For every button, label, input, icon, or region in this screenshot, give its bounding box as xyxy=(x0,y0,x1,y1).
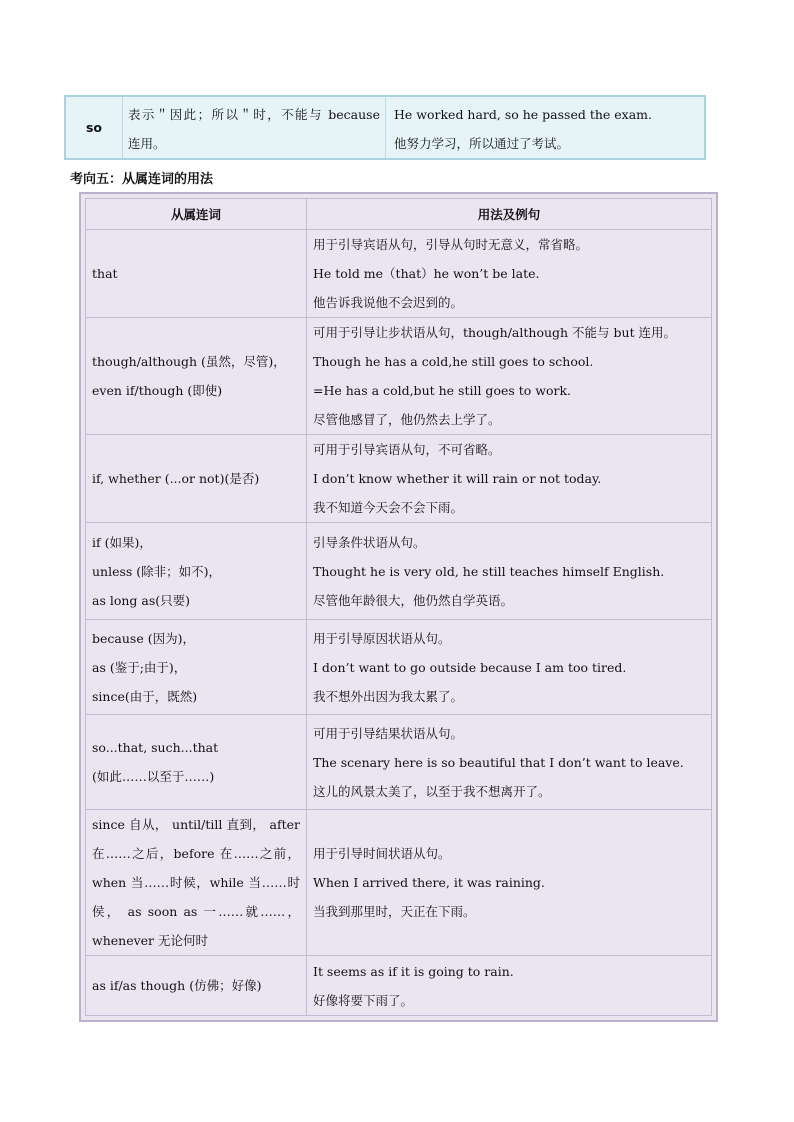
example-line: He worked hard, so he passed the exam. xyxy=(394,107,653,122)
conjunction-line: if, whether (...or not)(是否) xyxy=(92,471,260,486)
usage-line: 可用于引导结果状语从句。 xyxy=(313,725,464,741)
table-row xyxy=(86,810,712,956)
column-header: 从属连词 xyxy=(86,199,307,230)
conjunction-line: because (因为)， xyxy=(92,630,195,646)
usage-line: The scenary here is so beautiful that I don’t want to leave. xyxy=(313,754,684,770)
usage-cell xyxy=(307,435,712,523)
usage-line: 连用。 xyxy=(128,136,166,151)
example-line: 他努力学习，所以通过了考试。 xyxy=(394,136,570,151)
table-row xyxy=(86,435,712,523)
usage-line: 可用于引导让步状语从句，though/although 不能与 but 连用。 xyxy=(313,325,677,340)
table-row xyxy=(86,230,712,318)
usage-line: =He has a cold,but he still goes to work. xyxy=(313,383,572,398)
usage-line: 引导条件状语从句。 xyxy=(313,534,426,550)
conjunction-line: even if/though (即使) xyxy=(92,383,223,398)
conjunction-cell xyxy=(86,523,307,620)
conjunction-line: that xyxy=(92,266,118,281)
conjunction-cell xyxy=(86,715,307,810)
conjunction-line: (如此……以至于……) xyxy=(92,769,215,784)
usage-line: Thought he is very old, he still teaches himself English. xyxy=(313,563,665,579)
usage-line: 我不想外出因为我太累了。 xyxy=(313,688,464,704)
table-row xyxy=(86,715,712,810)
usage-line: 这儿的风景太美了，以至于我不想离开了。 xyxy=(313,783,551,799)
conjunction-line: since 自从， until/till 直到， after xyxy=(92,817,300,832)
table-header-row xyxy=(86,199,712,230)
conjunction-cell xyxy=(86,318,307,435)
top-table-row xyxy=(64,95,706,160)
usage-line: 当我到那里时，天正在下雨。 xyxy=(313,904,476,919)
conjunction-line: as long as(只要) xyxy=(92,592,191,608)
conjunction-cell xyxy=(86,810,307,956)
usage-line: 用于引导宾语从句，引导从句时无意义，常省略。 xyxy=(313,237,589,252)
conjunction-line: if (如果)， xyxy=(92,534,152,550)
table-row xyxy=(86,523,712,620)
usage-line: It seems as if it is going to rain. xyxy=(313,963,514,979)
conjunction-cell xyxy=(86,230,307,318)
conjunction-line: when 当……时候，while 当……时 xyxy=(92,875,300,890)
conjunction-cell: so xyxy=(66,97,123,158)
conjunction-line: unless (除非；如不)， xyxy=(92,563,222,579)
conjunction-line: so...that, such...that xyxy=(92,740,219,755)
conjunction-line: as if/as though (仿佛；好像) xyxy=(92,978,262,993)
conjunction-table xyxy=(79,192,718,1022)
conjunction-line: though/although (虽然，尽管)， xyxy=(92,354,286,369)
usage-cell xyxy=(307,956,712,1016)
usage-cell xyxy=(307,318,712,435)
conjunction-line: 侯， as soon as 一……就……， xyxy=(92,904,300,919)
usage-line: When I arrived there, it was raining. xyxy=(313,875,545,890)
usage-line: 好像将要下雨了。 xyxy=(313,992,414,1008)
column-header: 用法及例句 xyxy=(307,199,712,230)
usage-cell xyxy=(307,810,712,956)
usage-cell xyxy=(307,523,712,620)
usage-line: 用于引导原因状语从句。 xyxy=(313,630,451,646)
usage-line: He told me（that）he won’t be late. xyxy=(313,266,540,281)
table-row xyxy=(86,318,712,435)
conjunction-line: 在……之后，before 在……之前， xyxy=(92,846,300,861)
section-heading: 考向五：从属连词的用法 xyxy=(70,172,214,187)
usage-line: 尽管他感冒了，他仍然去上学了。 xyxy=(313,412,501,427)
usage-cell xyxy=(307,715,712,810)
usage-line: 表示＂因此；所以＂时，不能与 because xyxy=(128,107,380,122)
conjunction-cell xyxy=(86,956,307,1016)
usage-line: 可用于引导宾语从句，不可省略。 xyxy=(313,442,501,457)
usage-line: 我不知道今天会不会下雨。 xyxy=(313,500,464,515)
usage-line: I don’t want to go outside because I am too tired. xyxy=(313,659,627,675)
example-cell xyxy=(386,97,704,158)
conjunction-line: whenever 无论何时 xyxy=(92,933,209,948)
usage-line: 用于引导时间状语从句。 xyxy=(313,846,451,861)
usage-line: 他告诉我说他不会迟到的。 xyxy=(313,295,464,310)
conjunction-cell xyxy=(86,620,307,715)
usage-cell xyxy=(307,230,712,318)
table-row xyxy=(86,956,712,1016)
conjunction-line: since(由于，既然) xyxy=(92,688,198,704)
usage-line: 尽管他年龄很大，他仍然自学英语。 xyxy=(313,592,514,608)
usage-line: I don’t know whether it will rain or not today. xyxy=(313,471,602,486)
usage-line: Though he has a cold,he still goes to school. xyxy=(313,354,594,369)
conjunction-line: as (鉴于;由于)， xyxy=(92,659,187,675)
usage-cell xyxy=(123,97,386,158)
usage-cell xyxy=(307,620,712,715)
conjunction-cell xyxy=(86,435,307,523)
table-row xyxy=(86,620,712,715)
